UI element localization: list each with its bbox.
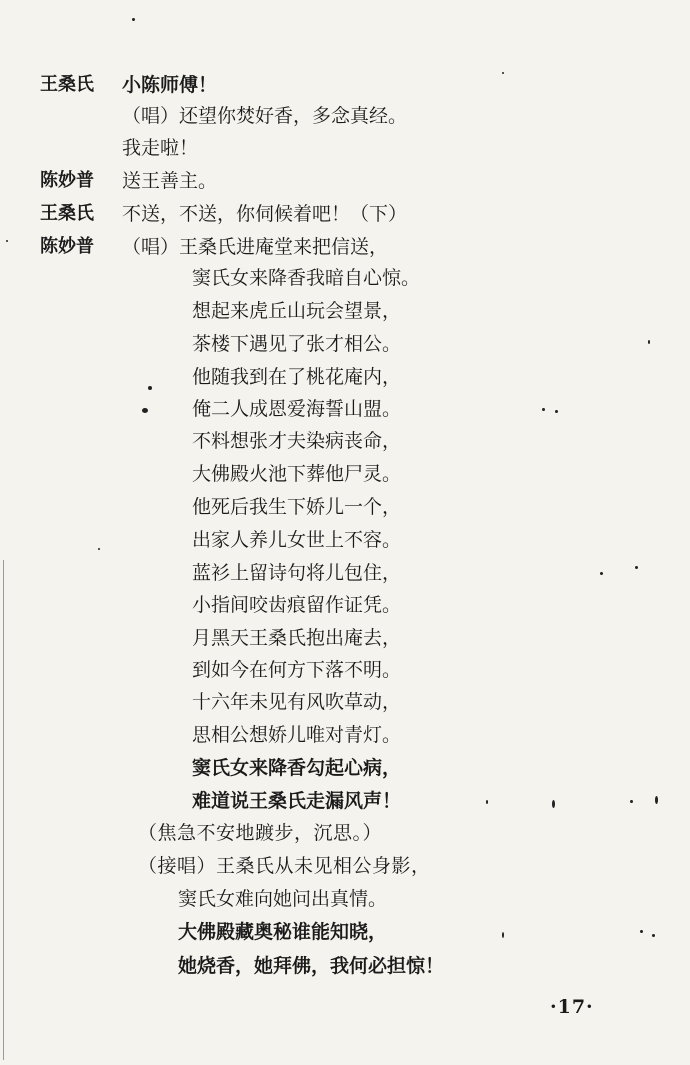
speaker-label: 陈妙普 [40, 170, 94, 191]
verse-line: 十六年未见有风吹草动， [192, 691, 402, 713]
dialogue-line: 不送，不送，你伺候着吧！（下） [122, 203, 408, 225]
stage-direction: （焦急不安地踱步，沉思。） [138, 822, 383, 844]
resume-singing-line: （接唱）王桑氏从未见相公身影， [138, 855, 431, 877]
verse-line: 俺二人成恩爱海誓山盟。 [192, 398, 402, 420]
dialogue-line: 送王善主。 [122, 170, 218, 192]
verse-line: 月黑天王桑氏抱出庵去， [192, 627, 402, 649]
ink-speck [552, 800, 555, 808]
ink-speck [98, 548, 100, 550]
ink-speck [6, 240, 8, 242]
verse-line: 他随我到在了桃花庵内， [192, 366, 402, 388]
dialogue-line: （唱）还望你焚好香，多念真经。 [122, 105, 408, 127]
verse-line: 茶楼下遇见了张才相公。 [192, 333, 402, 355]
ink-speck [635, 566, 638, 569]
verse-line: 窦氏女来降香勾起心病， [192, 757, 402, 779]
verse-line: 窦氏女难向她问出真情。 [178, 888, 388, 910]
page-number: ·17· [550, 996, 594, 1018]
ink-speck [652, 934, 655, 937]
speaker-label: 王桑氏 [40, 203, 94, 224]
verse-line: 出家人养儿女世上不容。 [192, 529, 402, 551]
dialogue-line: 小陈师傅！ [122, 74, 218, 96]
speaker-label: 王桑氏 [40, 74, 94, 95]
ink-speck [502, 72, 504, 74]
verse-line: 思相公想娇儿唯对青灯。 [192, 724, 402, 746]
speaker-label: 陈妙普 [40, 236, 94, 257]
dialogue-line: （唱）王桑氏进庵堂来把信送， [122, 236, 389, 258]
verse-line: 难道说王桑氏走漏风声！ [192, 790, 402, 812]
ink-speck [502, 932, 504, 938]
ink-speck [655, 796, 658, 804]
verse-line: 大佛殿藏奥秘谁能知晓， [178, 921, 388, 943]
ink-speck [542, 408, 545, 411]
ink-speck [600, 572, 603, 575]
dialogue-line: 我走啦！ [122, 137, 199, 159]
ink-speck [132, 18, 135, 21]
ink-speck [486, 800, 488, 804]
verse-line: 到如今在何方下落不明。 [192, 659, 402, 681]
ink-speck [148, 386, 152, 390]
ink-speck [648, 340, 650, 344]
verse-line: 蓝衫上留诗句将儿包住， [192, 562, 402, 584]
verse-line: 不料想张才夫染病丧命， [192, 430, 402, 452]
verse-line: 窦氏女来降香我暗自心惊。 [192, 267, 421, 289]
binding-edge [3, 560, 4, 1060]
ink-speck [640, 930, 643, 933]
verse-line: 她烧香，她拜佛，我何必担惊！ [178, 955, 445, 977]
verse-line: 小指间咬齿痕留作证凭。 [192, 594, 402, 616]
verse-line: 想起来虎丘山玩会望景， [192, 300, 402, 322]
ink-speck [630, 800, 633, 803]
verse-line: 大佛殿火池下葬他尸灵。 [192, 463, 402, 485]
verse-line: 他死后我生下娇儿一个， [192, 496, 402, 518]
ink-speck [142, 408, 148, 413]
ink-speck [555, 410, 558, 413]
